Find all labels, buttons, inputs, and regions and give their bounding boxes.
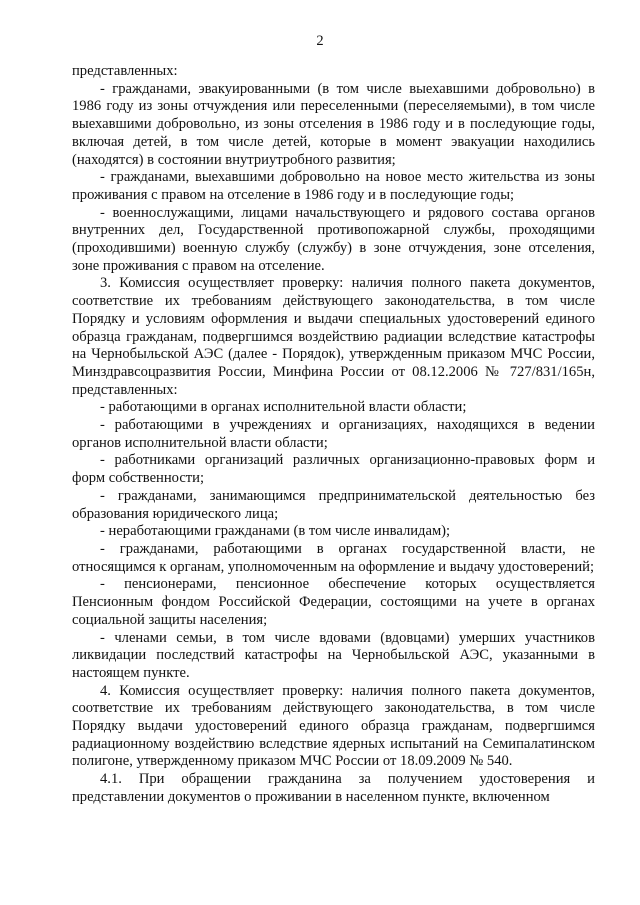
paragraph: - работниками организаций различных организационно-правовых форм и форм собственности; <box>72 452 595 487</box>
paragraph: - членами семьи, в том числе вдовами (вдовцами) умерших участников ликвидации последствий катастрофы на Чернобыльской АЭС, указанными в настоящем пункте. <box>72 629 595 681</box>
paragraph: - работающими в учреждениях и организациях, находящихся в ведении органов исполнительной власти области; <box>72 417 595 451</box>
paragraph: 3. Комиссия осуществляет проверку: наличия полного пакета документов, соответствие их требованиям действующего законодательства, в том числе Порядку и условиям оформления и выдачи специальных удостоверений единого образца гражданам, подвергшимся воздействию радиации вследствие катастрофы на Чернобыльской АЭС (далее - Порядок), утвержденным приказом МЧС России, Минздравсоцразвития России, Минфина России от 08.12.2006 № 727/831/165н, представленных: <box>72 275 595 398</box>
paragraph: - гражданами, занимающимся предпринимательской деятельностью без образования юридического лица; <box>72 487 595 522</box>
paragraph: - гражданами, выехавшими добровольно на новое место жительства из зоны проживания с правом на отселение в 1986 году и в последующие годы; <box>72 169 595 203</box>
page-number: 2 <box>316 33 324 49</box>
paragraph: 4. Комиссия осуществляет проверку: наличия полного пакета документов, соответствие их требованиям действующего законодательства, в том числе Порядку выдачи удостоверений единого образца гражданам, подвергшимся радиационному воздействию вследствие ядерных испытаний на Семипалатинском полигоне, утвержденному приказом МЧС России от 18.09.2009 № 540. <box>72 682 595 770</box>
paragraph: - военнослужащими, лицами начальствующего и рядового состава органов внутренних дел, Государственной противопожарной службы, проходящими (проходившими) военную службу (службу) в зоне отчуждения, зоне отселения, зоне проживания с правом на отселение. <box>72 204 595 274</box>
paragraph: представленных: <box>72 63 178 79</box>
document-body <box>72 63 595 807</box>
paragraph: - неработающими гражданами (в том числе инвалидам); <box>100 523 451 540</box>
paragraph: - гражданами, эвакуированными (в том числе выехавшими добровольно) в 1986 году из зоны отчуждения или переселенными (переселяемыми), в том числе выехавшими добровольно, из зоны отселения в 1986 году и в последующие годы, включая детей, в том числе детей, которые в момент эвакуации находились (находятся) в состоянии внутриутробного развития; <box>72 80 595 168</box>
paragraph: - гражданами, работающими в органах государственной власти, не относящимся к органам, уполномоченным на оформление и выдачу удостоверений; <box>72 540 595 575</box>
paragraph: - пенсионерами, пенсионное обеспечение которых осуществляется Пенсионным фондом Российской Федерации, состоящими на учете в органах социальной защиты населения; <box>72 576 595 628</box>
paragraph: 4.1. При обращении гражданина за получением удостоверения и представлении документов о проживании в населенном пункте, включенном <box>72 771 595 805</box>
paragraph: - работающими в органах исполнительной власти области; <box>100 399 467 416</box>
